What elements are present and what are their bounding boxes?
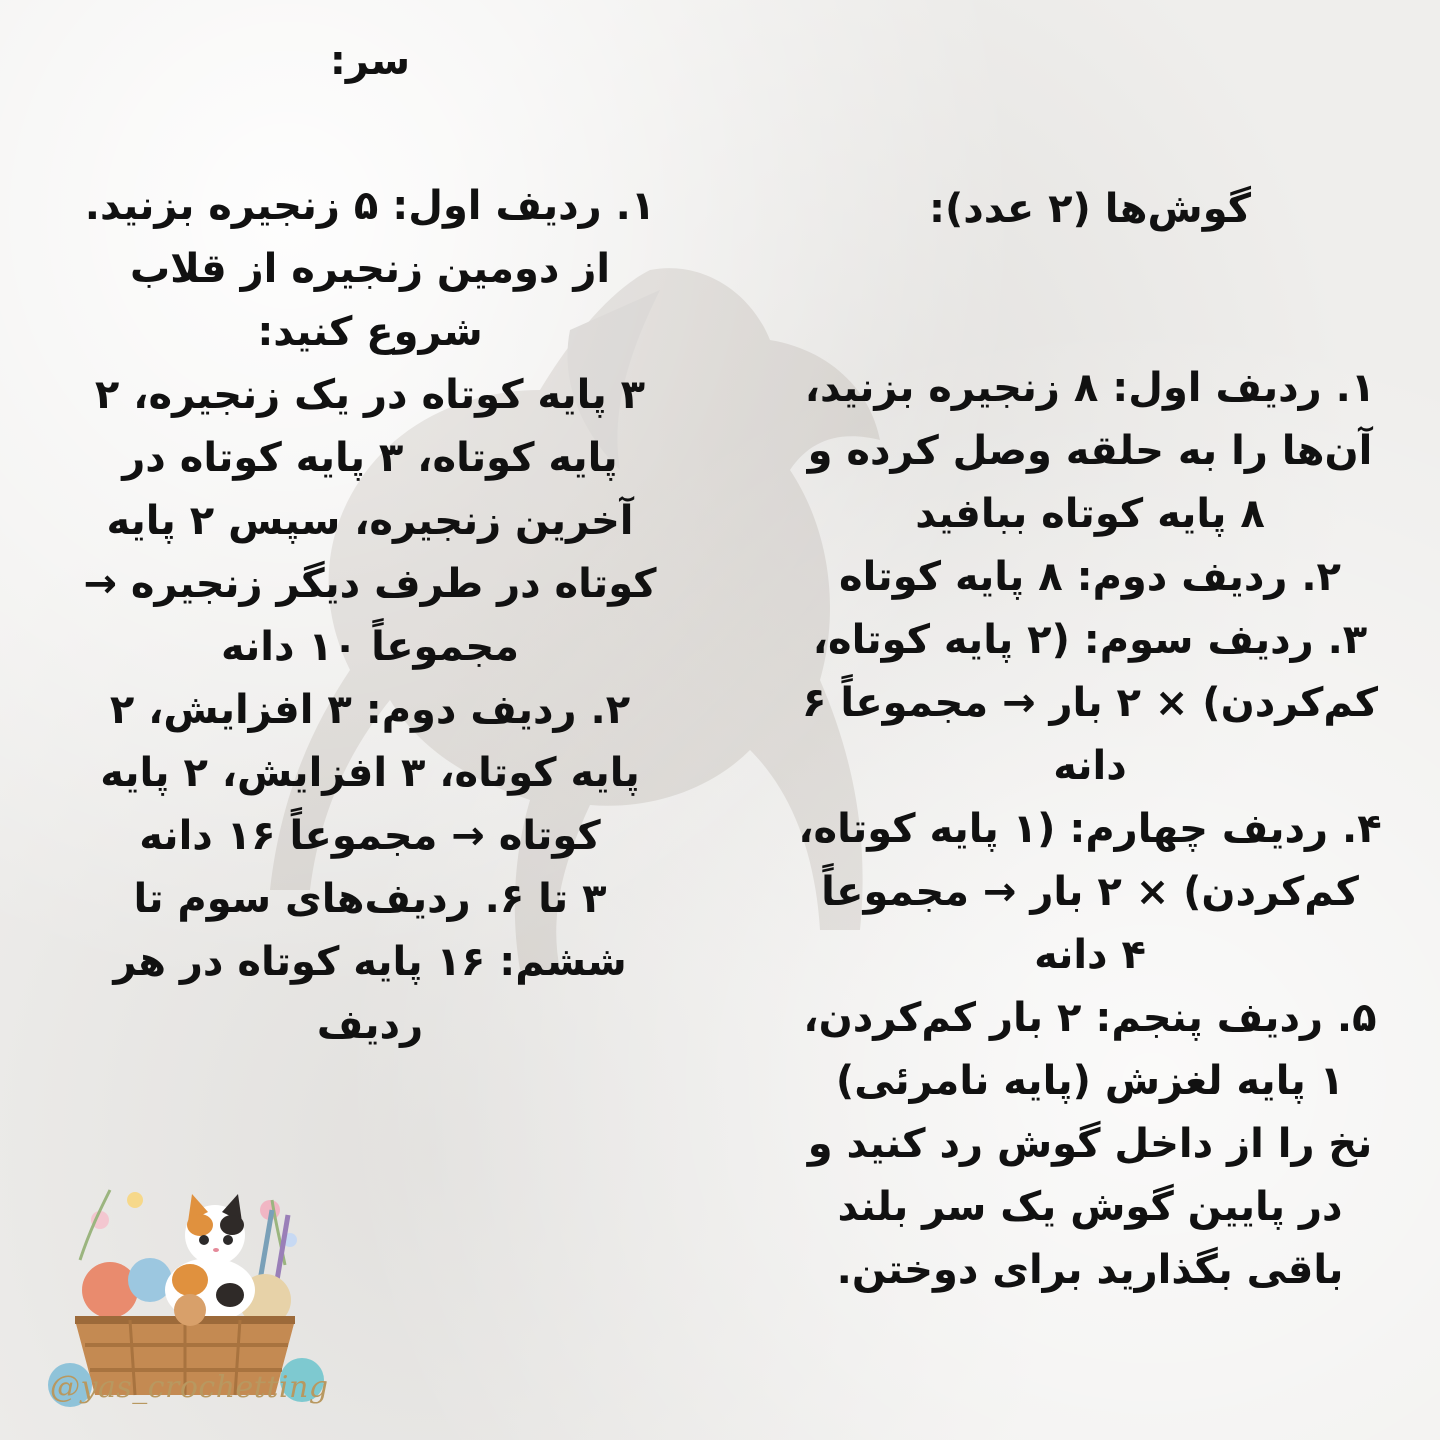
ears-line: ۴ دانه bbox=[1034, 932, 1146, 978]
ears-line: در پایین گوش یک سر بلند bbox=[837, 1184, 1343, 1230]
ears-line: نخ را از داخل گوش رد کنید و bbox=[807, 1121, 1373, 1167]
ears-line: ۱. ردیف اول: ۸ زنجیره بزنید، bbox=[804, 365, 1376, 411]
head-line: کوتاه → مجموعاً ۱۶ دانه bbox=[139, 813, 601, 859]
ears-line: باقی بگذارید برای دوختن. bbox=[836, 1247, 1344, 1293]
ears-section-title: گوش‌ها (۲ عدد): bbox=[928, 186, 1252, 232]
ears-section bbox=[770, 178, 1410, 1302]
head-line: آخرین زنجیره، سپس ۲ پایه bbox=[106, 498, 634, 544]
head-line: ۲. ردیف دوم: ۳ افزایش، ۲ bbox=[109, 687, 631, 733]
head-line: پایه کوتاه، ۳ پایه کوتاه در bbox=[122, 435, 618, 481]
head-section bbox=[40, 30, 700, 1057]
ears-line: ۱ پایه لغزش (پایه نامرئی) bbox=[835, 1058, 1345, 1104]
ears-line: ۲. ردیف دوم: ۸ پایه کوتاه bbox=[839, 554, 1341, 600]
ears-line: ۸ پایه کوتاه ببافید bbox=[915, 491, 1265, 537]
ears-line: کم‌کردن) × ۲ بار → مجموعاً bbox=[821, 869, 1359, 915]
ears-line: دانه bbox=[1053, 743, 1127, 789]
ears-line: ۵. ردیف پنجم: ۲ بار کم‌کردن، bbox=[803, 995, 1377, 1041]
head-line: ۳ تا ۶. ردیف‌های سوم تا bbox=[133, 876, 607, 922]
head-line: شروع کنید: bbox=[257, 309, 483, 355]
head-line: از دومین زنجیره از قلاب bbox=[129, 246, 611, 292]
head-line: کوتاه در طرف دیگر زنجیره → bbox=[83, 561, 657, 607]
instagram-handle: @yas_crochetting bbox=[50, 1370, 329, 1405]
head-line: پایه کوتاه، ۳ افزایش، ۲ پایه bbox=[100, 750, 640, 796]
head-line: ۱. ردیف اول: ۵ زنجیره بزنید. bbox=[84, 183, 656, 229]
ears-line: آن‌ها را به حلقه وصل کرده و bbox=[807, 428, 1373, 474]
head-section-title: سر: bbox=[329, 38, 411, 84]
head-line: مجموعاً ۱۰ دانه bbox=[220, 624, 520, 670]
ears-line: کم‌کردن) × ۲ بار → مجموعاً ۶ bbox=[801, 680, 1379, 726]
head-line: ردیف bbox=[316, 1002, 424, 1048]
ears-line: ۴. ردیف چهارم: (۱ پایه کوتاه، bbox=[798, 806, 1382, 852]
head-line: ۳ پایه کوتاه در یک زنجیره، ۲ bbox=[94, 372, 646, 418]
head-line: ششم: ۱۶ پایه کوتاه در هر bbox=[113, 939, 627, 985]
ears-line: ۳. ردیف سوم: (۲ پایه کوتاه، bbox=[812, 617, 1368, 663]
